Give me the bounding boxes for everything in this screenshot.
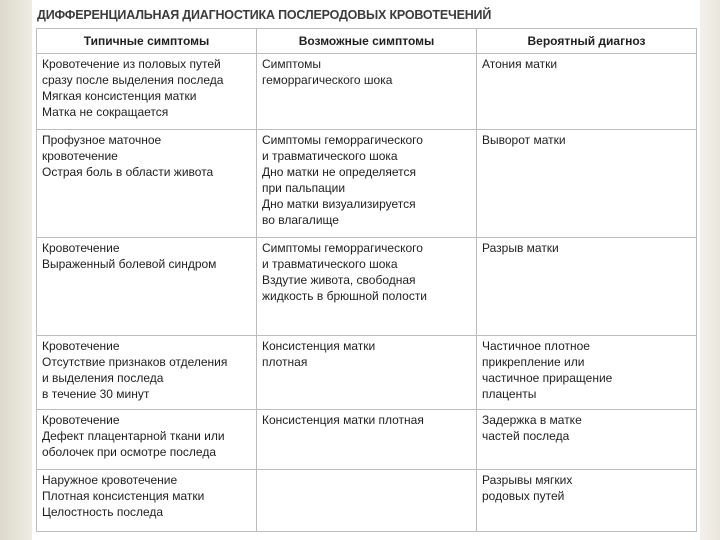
table-body: [37, 54, 697, 532]
table-row: [37, 238, 697, 336]
cell-diagnosis: [477, 54, 697, 130]
cell-diagnosis: [477, 130, 697, 238]
slide-content: [32, 0, 700, 540]
cell-possible-text: Симптомы геморрагического шока: [262, 57, 393, 87]
cell-typical-text: Наружное кровотечение Плотная консистенция матки Целостность последа: [42, 473, 205, 519]
cell-possible-text: Консистенция матки плотная: [262, 413, 424, 427]
cell-typical-text: Кровотечение Отсутствие признаков отделения и выделения последа в течение 30 минут: [42, 339, 228, 401]
cell-diagnosis-text: Разрыв матки: [482, 241, 559, 255]
cell-possible: [257, 238, 477, 336]
differential-diagnosis-table: [36, 28, 697, 532]
cell-diagnosis-text: Разрывы мягких родовых путей: [482, 473, 573, 503]
table-header-row: [37, 29, 697, 54]
cell-diagnosis-text: Задержка в матке частей последа: [482, 413, 582, 443]
cell-possible-text: Симптомы геморрагического и травматического шока Вздутие живота, свободная жидкость в брюшной полости: [262, 241, 428, 303]
cell-diagnosis: [477, 238, 697, 336]
cell-possible: [257, 336, 477, 410]
cell-typical: [37, 130, 257, 238]
cell-possible: [257, 470, 477, 532]
cell-typical: [37, 410, 257, 470]
cell-diagnosis-text: Частичное плотное прикрепление или частичное приращение плаценты: [482, 339, 613, 401]
table-row: [37, 130, 697, 238]
cell-possible-text: Консистенция матки плотная: [262, 339, 376, 369]
right-decorative-strip: [700, 0, 720, 540]
cell-typical: [37, 54, 257, 130]
table-row: [37, 336, 697, 410]
page-title: ДИФФЕРЕНЦИАЛЬНАЯ ДИАГНОСТИКА ПОСЛЕРОДОВЫХ КРОВОТЕЧЕНИЙ: [37, 8, 492, 22]
cell-typical-text: Кровотечение из половых путей сразу после выделения последа Мягкая консистенция матки Матка не сокращается: [42, 57, 224, 119]
cell-possible: [257, 130, 477, 238]
cell-possible: [257, 54, 477, 130]
header-typical-symptoms: Типичные симптомы: [37, 29, 257, 54]
cell-diagnosis-text: Атония матки: [482, 57, 558, 71]
cell-diagnosis-text: Выворот матки: [482, 133, 566, 147]
cell-typical: [37, 336, 257, 410]
cell-diagnosis: [477, 470, 697, 532]
cell-diagnosis: [477, 336, 697, 410]
cell-typical: [37, 470, 257, 532]
cell-typical: [37, 238, 257, 336]
header-possible-symptoms: Возможные симптомы: [257, 29, 477, 54]
left-decorative-strip: [0, 0, 32, 540]
table-row: [37, 410, 697, 470]
table-row: [37, 470, 697, 532]
table-row: [37, 54, 697, 130]
cell-diagnosis: [477, 410, 697, 470]
cell-possible: [257, 410, 477, 470]
header-probable-diagnosis: Вероятный диагноз: [477, 29, 697, 54]
cell-possible-text: Симптомы геморрагического и травматического шока Дно матки не определяется при пальпации Дно матки визуализируется во влагалище: [262, 133, 423, 227]
cell-typical-text: Кровотечение Выраженный болевой синдром: [42, 241, 217, 271]
table-header: [37, 29, 697, 54]
cell-typical-text: Кровотечение Дефект плацентарной ткани или оболочек при осмотре последа: [42, 413, 225, 459]
cell-typical-text: Профузное маточное кровотечение Острая боль в области живота: [42, 133, 214, 179]
